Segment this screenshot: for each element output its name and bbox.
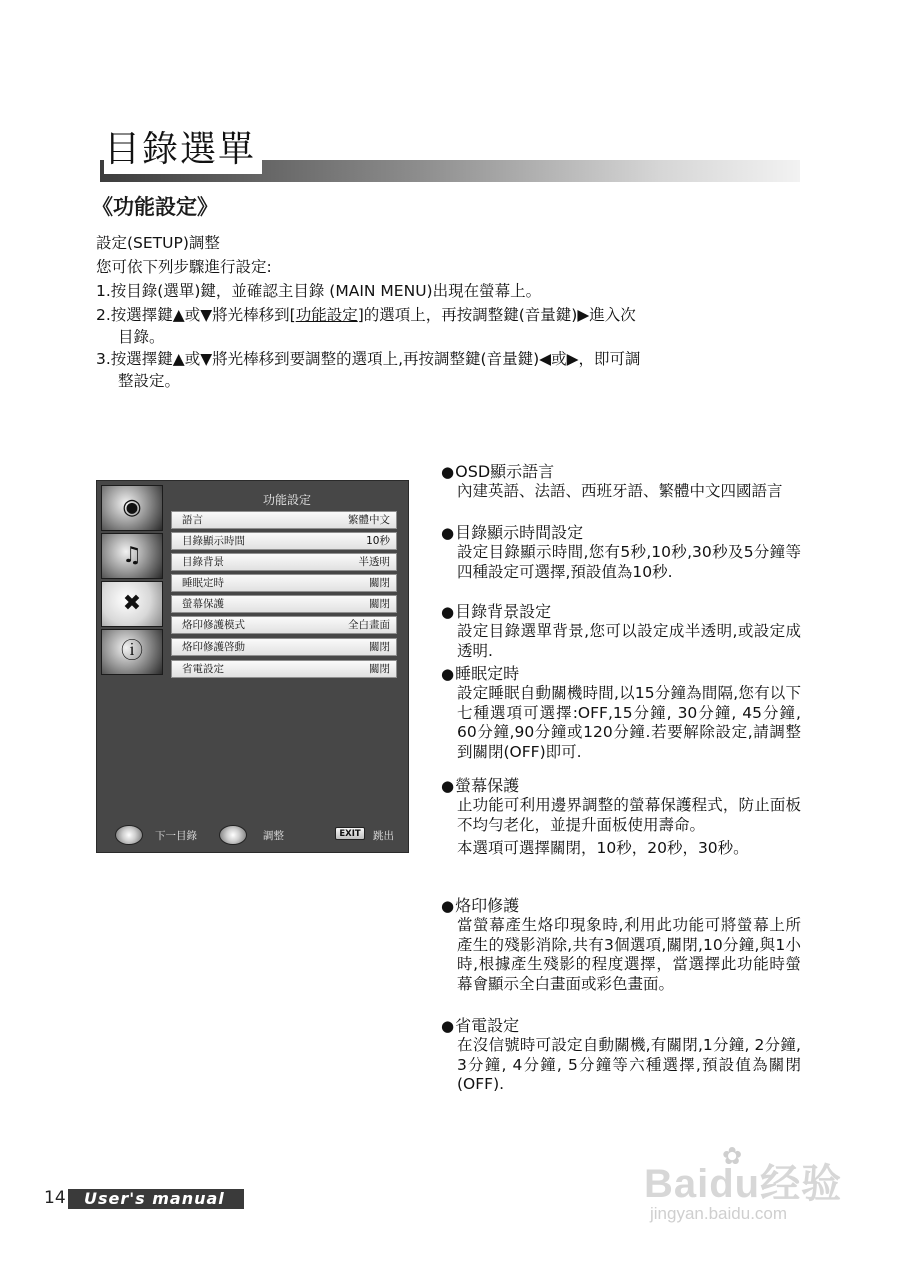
desc-background: ●目錄背景設定 設定目錄選單背景,您可以設定成半透明,或設定成透明.: [441, 602, 801, 660]
exit-button-icon: EXIT: [335, 827, 365, 840]
page-number: 14: [44, 1188, 66, 1208]
baidu-watermark: [644, 1142, 874, 1228]
osd-row-sleep: 睡眠定時 關閉: [171, 574, 397, 592]
bullet-icon: ●: [441, 1017, 455, 1035]
bullet-icon: ●: [441, 463, 455, 481]
intro-line-setup: 設定(SETUP)調整: [96, 234, 220, 252]
users-manual-badge: User's manual: [68, 1189, 244, 1209]
osd-row-background: 目錄背景 半透明: [171, 553, 397, 571]
osd-row-display-time: 目錄顯示時間 10秒: [171, 532, 397, 550]
page-title: 目錄選單: [104, 122, 262, 174]
paw-icon: ✿: [722, 1142, 743, 1170]
intro-step-2: 2.按選擇鍵▲或▼將光棒移到[功能設定]的選項上，再按調整鍵(音量鍵)▶進入次 目錄。: [96, 306, 636, 346]
osd-row-language: 語言 繁體中文: [171, 511, 397, 529]
desc-power-saving: ●省電設定 在沒信號時可設定自動關機,有關閉,1分鐘, 2分鐘, 3分鐘, 4分鐘, 5分鐘等六種選擇,預設值為關閉(OFF).: [441, 1016, 801, 1093]
bullet-icon: ●: [441, 777, 455, 795]
osd-exit-label: 跳出: [373, 830, 394, 842]
audio-icon: ♫: [101, 533, 163, 579]
osd-adjust-label: 調整: [263, 830, 284, 842]
osd-heading: 功能設定: [262, 493, 311, 507]
intro-step-1: 1.按目錄(選單)鍵，並確認主目錄 (MAIN MENU)出現在螢幕上。: [96, 282, 542, 300]
desc-osd-language: ●OSD顯示語言 內建英語、法語、西班牙語、繁體中文四國語言: [441, 462, 783, 500]
bullet-icon: ●: [441, 603, 455, 621]
intro-step-3: 3.按選擇鍵▲或▼將光棒移到要調整的選項上,再按調整鍵(音量鍵)◀或▶，即可調 整設定。: [96, 350, 641, 390]
intro-line-steps: 您可依下列步驟進行設定:: [96, 258, 272, 276]
dpad-horizontal-icon: [219, 825, 247, 845]
osd-row-burnin-start: 烙印修護啓動 關閉: [171, 638, 397, 656]
baidu-logo: Baidu经验: [644, 1162, 843, 1206]
bullet-icon: ●: [441, 897, 455, 915]
desc-display-time: ●目錄顯示時間設定 設定目錄顯示時間,您有5秒,10秒,30秒及5分鐘等四種設定可選擇,預設值為10秒.: [441, 523, 801, 581]
osd-row-screensaver: 螢幕保護 關閉: [171, 595, 397, 613]
picture-icon: ◉: [101, 485, 163, 531]
osd-sidebar: [101, 485, 163, 677]
osd-menu-screenshot: [96, 480, 409, 853]
osd-next-label: 下一目錄: [155, 830, 197, 842]
setup-link-text: 功能設定: [295, 306, 358, 324]
desc-sleep-timer: ●睡眠定時 設定睡眠自動關機時間,以15分鐘為間隔,您有以下七種選項可選擇:OFF,15分鐘, 30分鐘, 45分鐘, 60分鐘,90分鐘或120分鐘.若要解除設定,請調整到關閉(OFF)即可.: [441, 664, 801, 761]
bullet-icon: ●: [441, 524, 455, 542]
watermark-url: jingyan.baidu.com: [650, 1204, 788, 1223]
bullet-icon: ●: [441, 665, 455, 683]
osd-footer: [97, 825, 410, 847]
tools-icon: ✖: [101, 581, 163, 627]
desc-screensaver: ●螢幕保護 止功能可利用邊界調整的螢幕保護程式，防止面板不均勻老化，並提升面板使用壽命。 本選項可選擇關閉，10秒，20秒，30秒。: [441, 776, 801, 857]
desc-burnin-repair: ●烙印修護 當螢幕產生烙印現象時,利用此功能可將螢幕上所產生的殘影消除,共有3個選項,關閉,10分鐘,與1小時,根據產生殘影的程度選擇，當選擇此功能時螢幕會顯示全白畫面或彩色畫面。: [441, 896, 801, 993]
osd-row-power-saving: 省電設定 關閉: [171, 660, 397, 678]
section-title: 《功能設定》: [92, 195, 218, 219]
osd-row-burnin-mode: 烙印修護模式 全白畫面: [171, 616, 397, 634]
info-icon: ⓘ: [101, 629, 163, 675]
dpad-vertical-icon: [115, 825, 143, 845]
